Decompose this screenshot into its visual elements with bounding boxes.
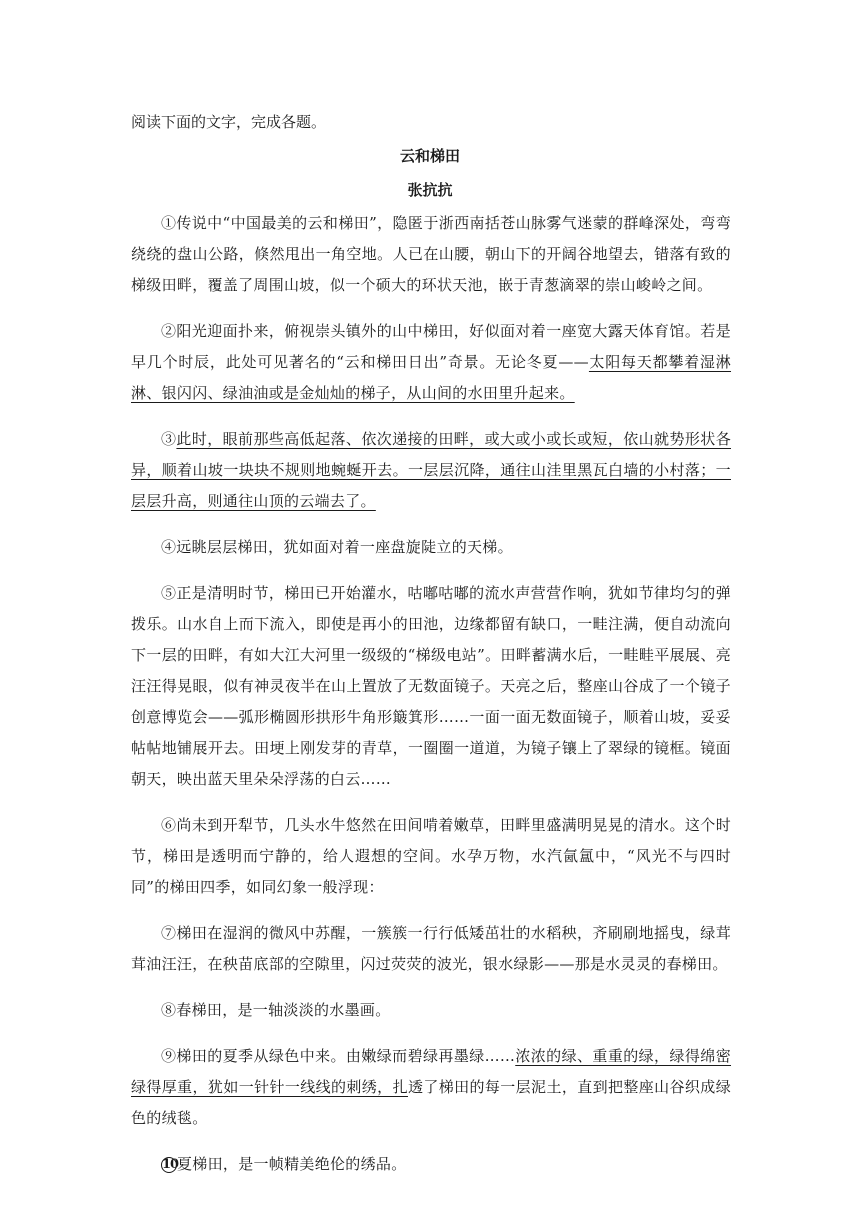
paragraph-text: ⑤正是清明时节，梯田已开始灌水，咕嘟咕嘟的流水声营营作响，犹如节律均匀的弹拨乐。山水自上而下流入，即使是再小的田池，边缘都留有缺口，一畦注满，便自动流向下一层的田畔，有如大江大河里一级级的“梯级电站”。田畔蓄满水后，一畦畦平展展、亮汪汪得晃眼，似有神灵夜半在山上置放了无数面镜子。天亮之后，整座山谷成了一个镜子创意博览会——弧形椭圆形拱形牛角形簸箕形……一面一面无数面镜子，顺着山坡，妥妥帖帖地铺展开去。田埂上刚发芽的青草，一圈圈一道道，为镜子镶上了翠绿的镜框。镜面朝天，映出蓝天里朵朵浮荡的白云……: [131, 584, 731, 788]
paragraph-text: 夏梯田，是一帧精美绝伦的绣品。: [177, 1155, 407, 1173]
underlined-text: 浓浓的绿、重重的绿，绿得绵密绿得厚重，犹如一针针一线线的刺绣，扎: [131, 1047, 732, 1096]
paragraph-7: [131, 918, 731, 980]
paragraph-4: [131, 532, 731, 563]
paragraph-text: ⑨梯田的夏季从绿色中来。由嫩绿而碧绿再墨绿……: [161, 1047, 516, 1065]
paragraph-8: [131, 995, 731, 1026]
paragraph-6: [131, 810, 731, 903]
paragraph-2: [131, 316, 731, 409]
article-body: [131, 208, 731, 1195]
underlined-text: 太阳每天都攀着湿淋淋、银闪闪、绿油油或是金灿灿的梯子，从山间的水田里升起来。: [131, 353, 732, 402]
paragraph-text: ③: [161, 430, 177, 448]
article-title: 云和梯田: [399, 147, 460, 165]
paragraph-text: ⑧春梯田，是一轴淡淡的水墨画。: [161, 1001, 391, 1019]
paragraph-text: 透了梯田的每一层泥土，直到把整座山谷织成绿色的绒毯。: [131, 1078, 731, 1127]
paragraph-10: [131, 1149, 731, 1180]
article-author: 张抗抗: [407, 181, 453, 199]
paragraph-text: ②阳光迎面扑来，俯视崇头镇外的山中梯田，好似面对着一座宽大露天体育馆。若是早几个时辰，此处可见著名的“云和梯田日出”奇景。无论冬夏——: [131, 322, 731, 371]
paragraph-3: [131, 424, 731, 517]
paragraph-5: [131, 578, 731, 795]
paragraph-number: 10: [162, 1157, 179, 1172]
question-instruction: 阅读下面的文字，完成各题。: [131, 113, 327, 131]
paragraph-9: [131, 1041, 731, 1134]
paragraph-text: ⑥尚未到开犁节，几头水牛悠然在田间啃着嫩草，田畔里盛满明晃晃的清水。这个时节，梯田是透明而宁静的，给人遐想的空间。水孕万物，水汽氤氲中，“风光不与四时同”的梯田四季，如同幻象一般浮现：: [131, 816, 731, 896]
paragraph-1: [131, 208, 731, 301]
paragraph-text: ④远眺层层梯田，犹如面对着一座盘旋陡立的天梯。: [161, 538, 513, 556]
underlined-text: 此时，眼前那些高低起落、依次递接的田畔，或大或小或长或短，依山就势形状各异，顺着山坡一块块不规则地蜿蜒开去。一层层沉降，通往山洼里黑瓦白墙的小村落；一层层升高，则通往山顶的云端去了。: [131, 430, 731, 510]
paragraph-text: ⑦梯田在湿润的微风中苏醒，一簇簇一行行低矮茁壮的水稻秧，齐刷刷地摇曳，绿茸茸油汪汪，在秧苗底部的空隙里，闪过荧荧的波光，银水绿影——那是水灵灵的春梯田。: [131, 924, 731, 973]
paragraph-text: ①传说中“中国最美的云和梯田”，隐匿于浙西南括苍山脉雾气迷蒙的群峰深处，弯弯绕绕的盘山公路，倏然甩出一角空地。人已在山腰，朝山下的开阔谷地望去，错落有致的梯级田畔，覆盖了周围山坡，似一个硕大的环状天池，嵌于青葱滴翠的崇山峻岭之间。: [131, 214, 731, 294]
